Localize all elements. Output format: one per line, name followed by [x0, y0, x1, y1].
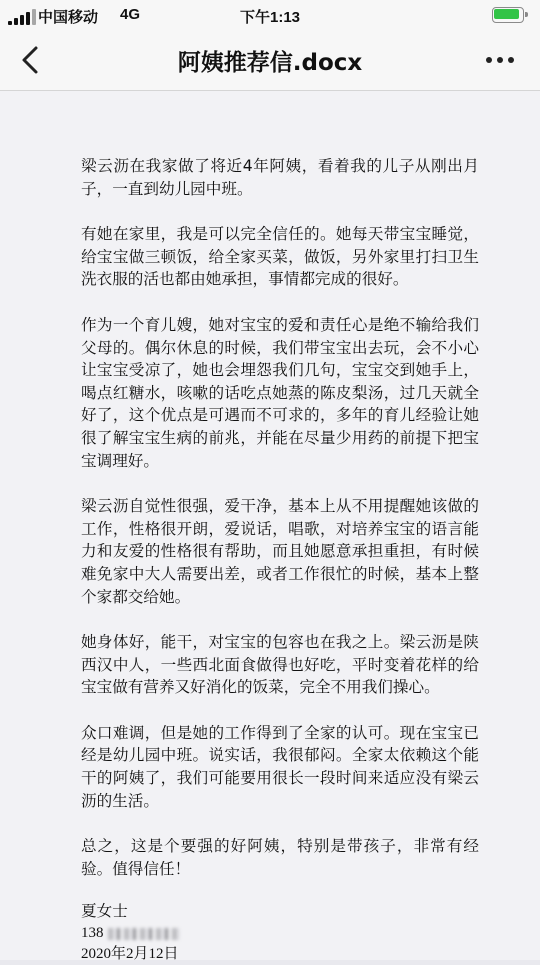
more-button[interactable] — [486, 52, 518, 68]
letter-date: 2020年2月12日 — [81, 946, 179, 963]
letter-paragraph: 梁云沥在我家做了将近4年阿姨，看着我的儿子从刚出月子，一直到幼儿园中班。 — [81, 157, 479, 198]
phone-number — [81, 923, 479, 944]
more-icon-dot — [497, 57, 503, 63]
network-type: 4G — [120, 6, 141, 23]
letter-paragraph: 她身体好，能干，对宝宝的包容也在我之上。梁云沥是陕西汉中人，一些西北面食做得也好吃，平时变着花样的给宝宝做有营养又好消化的饭菜，完全不用我们操心。 — [81, 633, 479, 697]
battery-level — [494, 9, 519, 19]
battery-icon — [492, 7, 530, 24]
nav-bar — [0, 30, 540, 91]
letter-paragraph: 众口难调，但是她的工作得到了全家的认可。现在宝宝已经是幼儿园中班。说实话，我很郁闷。全家太依赖这个能干的阿姨了，我们可能要用很长一段时间来适应没有梁云沥的生活。 — [81, 723, 479, 810]
letter-paragraph: 梁云沥自觉性很强，爱干净，基本上从不用提醒她该做的工作，性格很开朗，爱说话，唱歌，对培养宝宝的语言能力和友爱的性格很有帮助，而且她愿意承担重担，有时候难免家中大人需要出差，或者工作很忙的时候，基本上整个家都交给她。 — [81, 497, 479, 606]
more-icon-dot — [486, 57, 492, 63]
letter-paragraph: 有她在家里，我是可以完全信任的。她每天带宝宝睡觉，给宝宝做三顿饭，给全家买菜，做饭，另外家里打扫卫生洗衣服的活也都由她承担，事情都完成的很好。 — [81, 225, 479, 289]
letter-body — [81, 155, 479, 965]
status-bar — [0, 0, 540, 30]
redacted-phone-digits — [108, 928, 180, 940]
phone-number-visible: 138 — [81, 925, 104, 942]
signature-name: 夏女士 — [81, 902, 128, 921]
document-title: 阿姨推荐信.docx — [177, 50, 363, 76]
status-time: 下午1:13 — [239, 9, 301, 26]
signature-block — [81, 900, 479, 965]
letter-paragraph: 作为一个育儿嫂，她对宝宝的爱和责任心是绝不输给我们父母的。偶尔休息的时候，我们带宝宝出去玩，会不小心让宝宝受凉了，她也会埋怨我们几句，宝宝交到她手上，喝点红糖水，咳嗽的话吃点她蒸的陈皮梨汤，过几天就全好了，这个优点是可遇而不可求的，多年的育儿经验让她很了解宝宝生病的前兆，并能在尽量少用药的前提下把宝宝调理好。 — [81, 315, 479, 470]
more-icon-dot — [508, 57, 514, 63]
document-viewer[interactable] — [0, 91, 540, 963]
carrier-name: 中国移动 — [38, 9, 99, 26]
letter-paragraph: 总之，这是个要强的好阿姨，特别是带孩子，非常有经验。值得信任！ — [81, 837, 479, 878]
